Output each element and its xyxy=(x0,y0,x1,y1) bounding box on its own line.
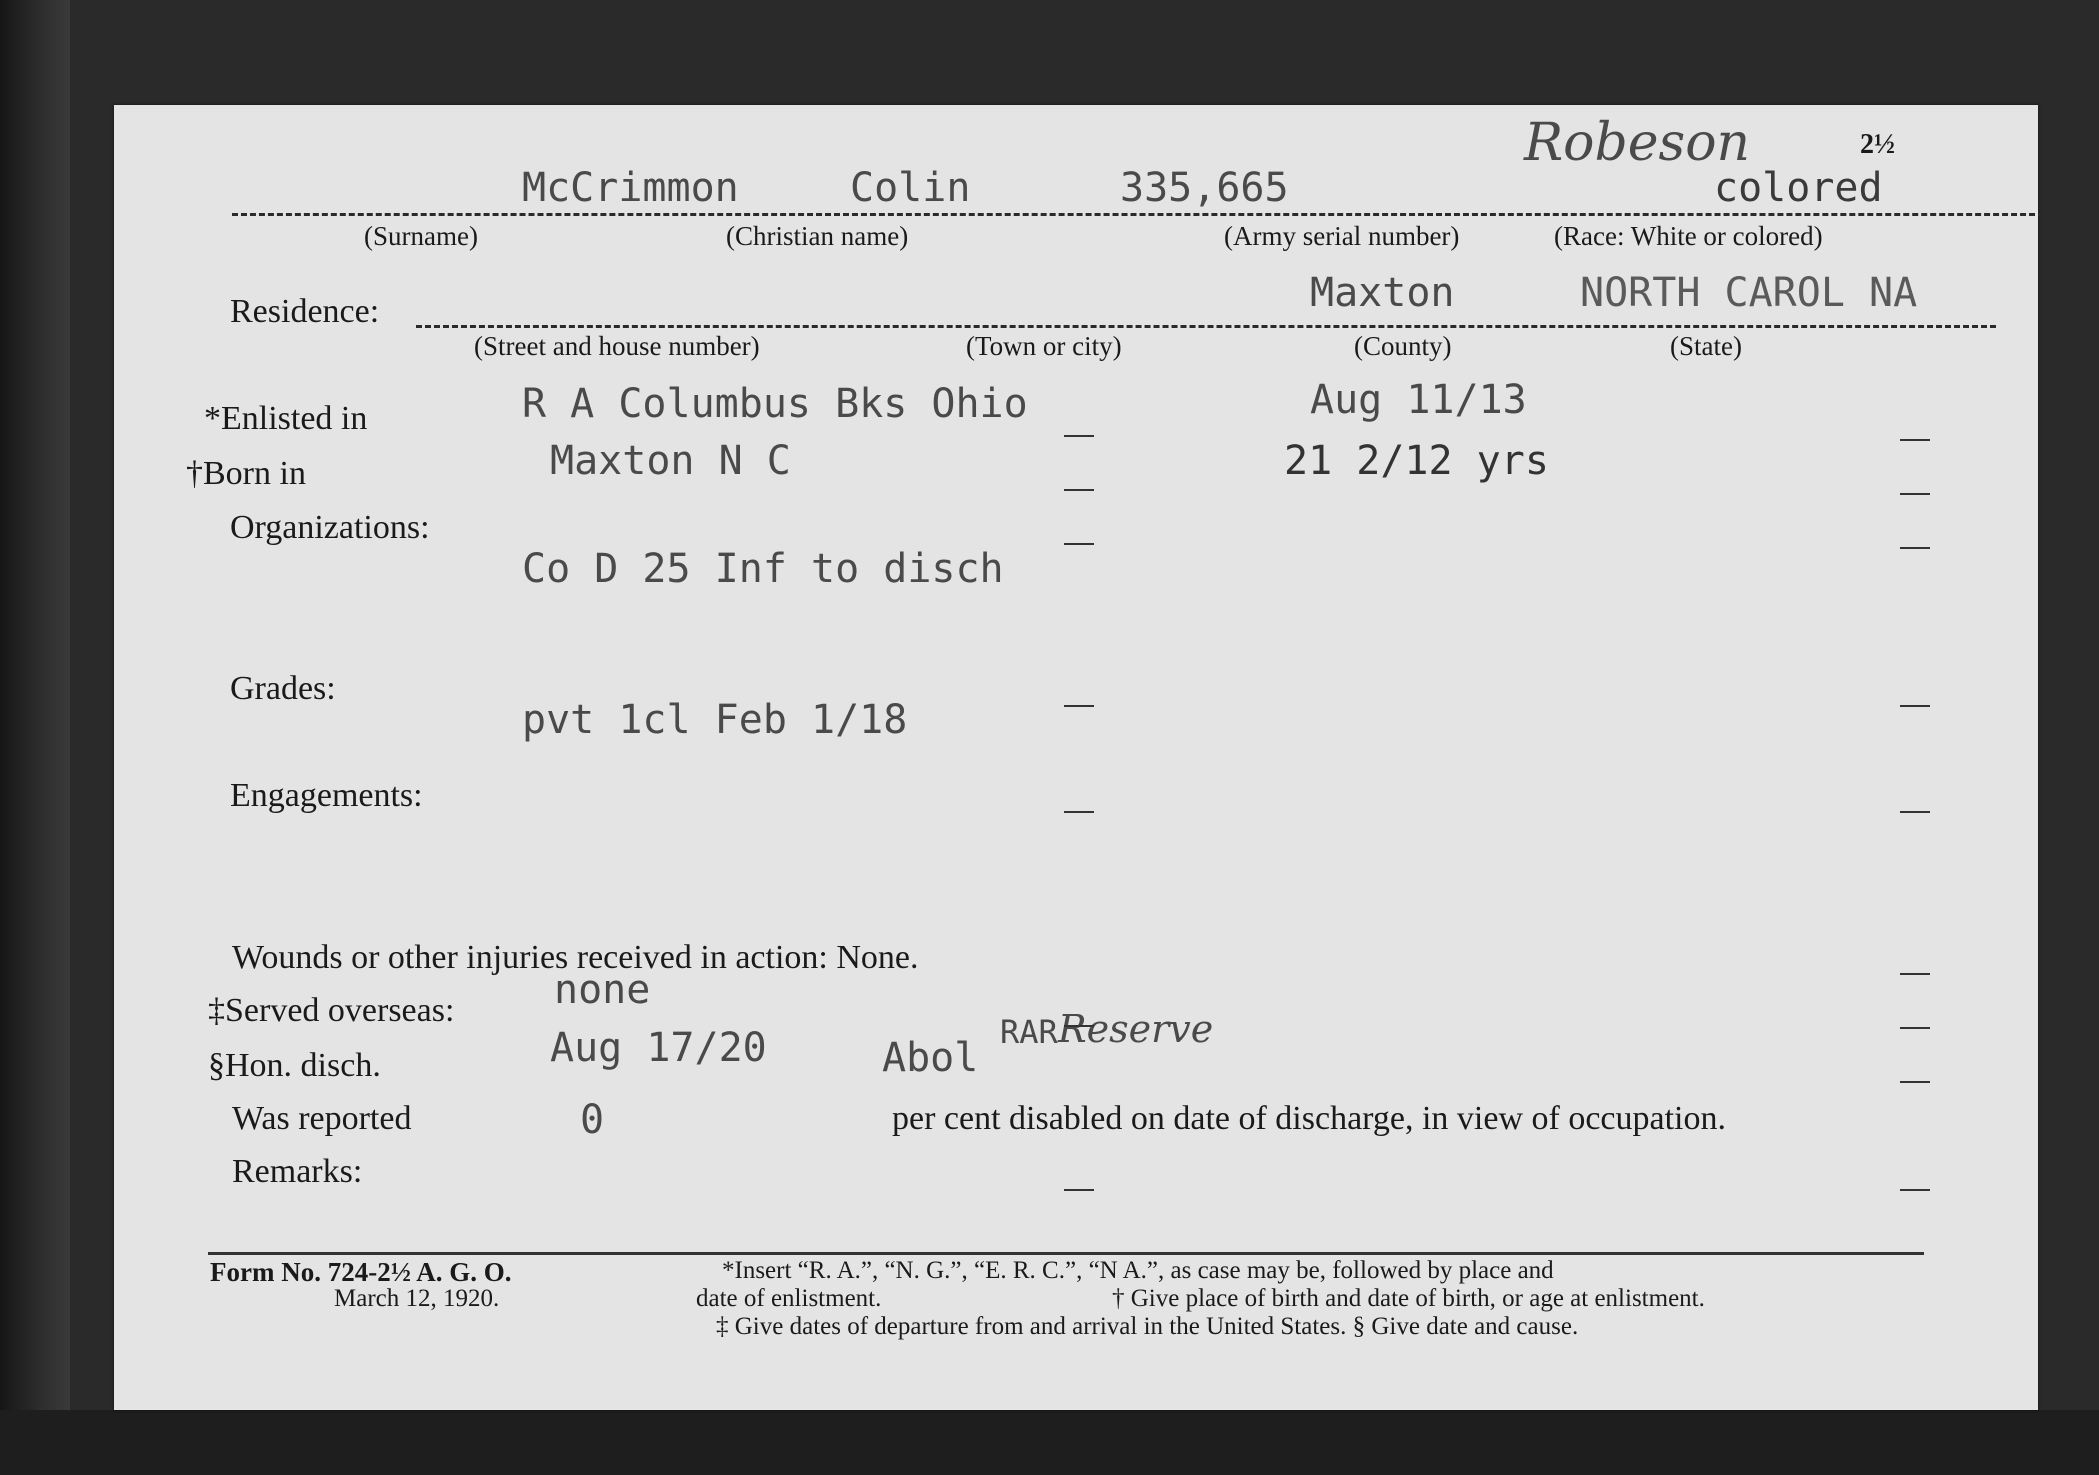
christian-name-caption: (Christian name) xyxy=(726,221,909,251)
race-value: colored xyxy=(1714,165,1883,211)
grades-label: Grades: xyxy=(230,670,336,707)
surname-value: McCrimmon xyxy=(522,165,739,211)
field-dash xyxy=(1900,493,1930,495)
born-age: 21 2/12 yrs xyxy=(1284,438,1549,484)
field-dash xyxy=(1900,1189,1930,1191)
residence-label: Residence: xyxy=(230,293,380,330)
residence-rule xyxy=(416,325,1996,328)
hon-disch-cause: Abol xyxy=(882,1035,979,1081)
handwritten-county: Robeson xyxy=(1524,113,1751,173)
field-dash xyxy=(1064,811,1094,813)
field-dash xyxy=(1900,973,1930,975)
race-caption: (Race: White or colored) xyxy=(1554,221,1823,251)
field-dash xyxy=(1064,705,1094,707)
wounds-label: Wounds or other injuries received in action: None. xyxy=(232,939,919,976)
footnote-overseas-cause: ‡ Give dates of departure from and arrival in the United States. § Give date and cause. xyxy=(716,1313,1579,1340)
form-number: Form No. 724-2½ A. G. O. xyxy=(210,1257,512,1287)
enlisted-date: Aug 11/13 xyxy=(1310,377,1527,423)
field-dash xyxy=(1064,489,1094,491)
born-label: †Born in xyxy=(186,455,306,492)
field-dash xyxy=(1064,435,1094,437)
field-dash xyxy=(1900,439,1930,441)
serial-caption: (Army serial number) xyxy=(1224,221,1460,251)
footnote-enlistment-cont: date of enlistment. xyxy=(696,1285,882,1312)
field-dash xyxy=(1900,1027,1930,1029)
corner-note: 2½ xyxy=(1860,129,1895,160)
disabled-text: per cent disabled on date of discharge, in view of occupation. xyxy=(892,1100,1726,1137)
field-dash xyxy=(1900,705,1930,707)
served-overseas-label: ‡Served overseas: xyxy=(208,992,455,1029)
organizations-value: Co D 25 Inf to disch xyxy=(522,546,1004,592)
state-caption: (State) xyxy=(1670,331,1742,361)
hon-disch-typed-note: RAR xyxy=(1000,1013,1058,1051)
footnote-birth: † Give place of birth and date of birth, or age at enlistment. xyxy=(1112,1285,1705,1312)
served-overseas-value: none xyxy=(554,967,651,1013)
field-dash xyxy=(1900,811,1930,813)
grades-value: pvt 1cl Feb 1/18 xyxy=(522,697,908,743)
street-caption: (Street and house number) xyxy=(474,331,760,361)
form-date: March 12, 1920. xyxy=(334,1285,500,1312)
field-dash xyxy=(1064,543,1094,545)
scan-background-bottom xyxy=(0,1410,2099,1475)
enlisted-value: R A Columbus Bks Ohio xyxy=(522,381,1028,427)
engagements-label: Engagements: xyxy=(230,777,423,814)
field-dash xyxy=(1064,1025,1094,1027)
remarks-label: Remarks: xyxy=(232,1153,363,1190)
county-caption: (County) xyxy=(1354,331,1452,361)
hon-disch-date: Aug 17/20 xyxy=(550,1025,767,1071)
footnote-enlistment: *Insert “R. A.”, “N. G.”, “E. R. C.”, “N A.”, as case may be, followed by place and xyxy=(722,1257,1554,1284)
name-row-rule xyxy=(232,213,2044,216)
town-caption: (Town or city) xyxy=(966,331,1122,361)
hon-disch-handwritten-note: Reserve xyxy=(1058,1007,1214,1051)
footer-rule xyxy=(208,1252,1924,1255)
serial-number-value: 335,665 xyxy=(1120,165,1289,211)
scan-background-left xyxy=(0,0,70,1475)
enlisted-label: *Enlisted in xyxy=(204,400,368,437)
field-dash xyxy=(1900,1081,1930,1083)
field-dash xyxy=(1064,1189,1094,1191)
hon-disch-label: §Hon. disch. xyxy=(208,1047,381,1084)
surname-caption: (Surname) xyxy=(364,221,478,251)
was-reported-value: 0 xyxy=(580,1097,605,1143)
christian-name-value: Colin xyxy=(850,165,971,211)
was-reported-label: Was reported xyxy=(232,1100,412,1137)
born-value: Maxton N C xyxy=(550,438,791,484)
residence-town: Maxton xyxy=(1310,270,1455,316)
field-dash xyxy=(1900,547,1930,549)
organizations-label: Organizations: xyxy=(230,509,430,546)
service-record-card xyxy=(114,105,2038,1410)
residence-state: NORTH CAROL NA xyxy=(1580,270,1918,316)
